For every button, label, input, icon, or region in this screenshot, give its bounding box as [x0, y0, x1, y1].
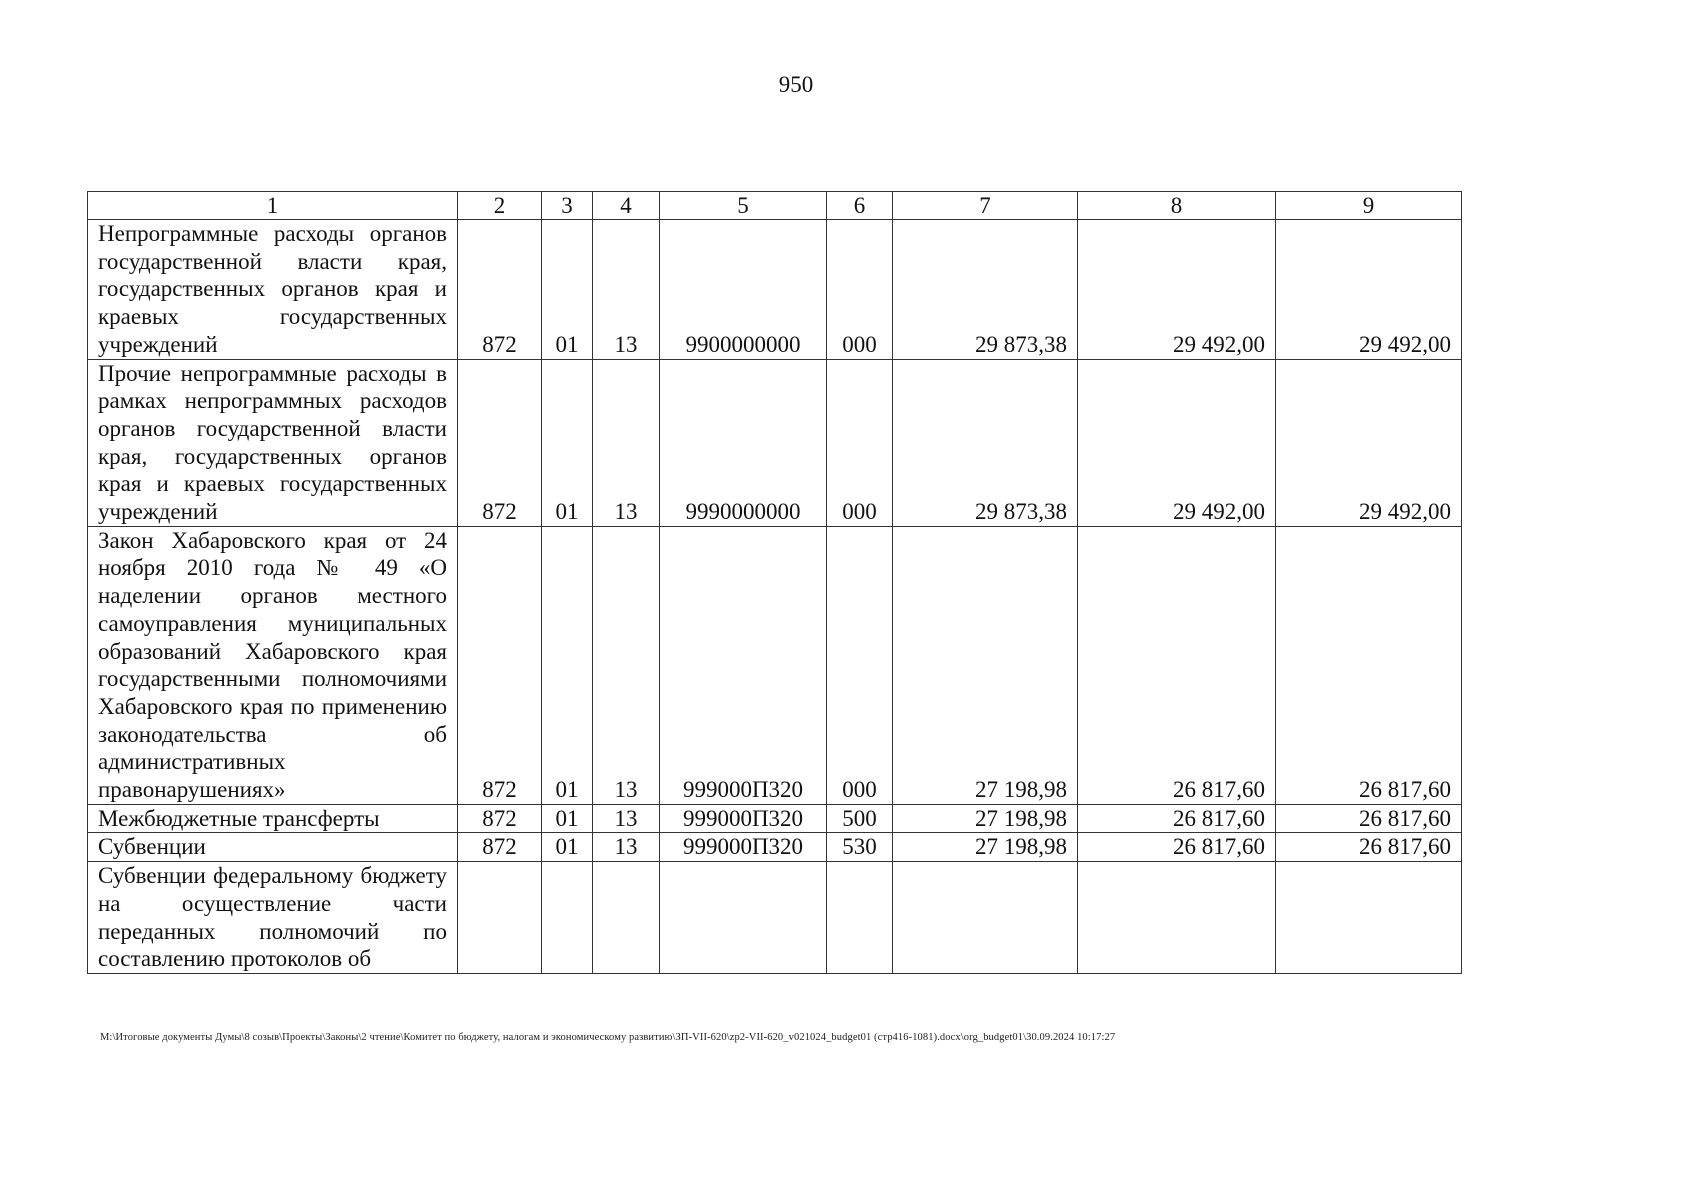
table-header-row — [88, 192, 1462, 220]
expense-type-cell: 000 — [827, 220, 893, 360]
subsection-code-cell: 13 — [593, 833, 660, 862]
column-header: 9 — [1276, 192, 1462, 220]
amount-col8-cell: 26 817,60 — [1078, 804, 1276, 833]
amount-col9-cell: 29 492,00 — [1276, 359, 1462, 526]
section-code-cell: 01 — [542, 526, 593, 804]
empty-cell — [827, 862, 893, 974]
amount-col8-cell: 29 492,00 — [1078, 220, 1276, 360]
table-row — [88, 862, 1462, 974]
page-number: 950 — [778, 72, 814, 97]
amount-col7-cell: 29 873,38 — [893, 220, 1078, 360]
empty-cell — [458, 862, 542, 974]
table-row — [88, 359, 1462, 526]
empty-cell — [542, 862, 593, 974]
column-header: 4 — [593, 192, 660, 220]
subsection-code-cell: 13 — [593, 526, 660, 804]
expense-name-cell: Прочие непрограммные расходы в рамках непрограммных расходов органов государственной власти края, государственных органов края и краевых государственных учреждений — [88, 359, 458, 526]
target-article-cell: 9990000000 — [660, 359, 827, 526]
grbs-code-cell: 872 — [458, 833, 542, 862]
amount-col9-cell: 26 817,60 — [1276, 833, 1462, 862]
amount-col9-cell: 26 817,60 — [1276, 526, 1462, 804]
grbs-code-cell: 872 — [458, 804, 542, 833]
amount-col9-cell: 26 817,60 — [1276, 804, 1462, 833]
subsection-code-cell: 13 — [593, 220, 660, 360]
column-header: 1 — [88, 192, 458, 220]
empty-cell — [893, 862, 1078, 974]
section-code-cell: 01 — [542, 804, 593, 833]
subsection-code-cell: 13 — [593, 359, 660, 526]
section-code-cell: 01 — [542, 359, 593, 526]
expense-name-cell: Закон Хабаровского края от 24 ноября 2010 года № 49 «О наделении органов местного самоуправления муниципальных образований Хабаровского края государственными полномочиями Хабаровского края по применению законодательства об административных правонарушениях» — [88, 526, 458, 804]
target-article-cell: 999000П320 — [660, 526, 827, 804]
expense-type-cell: 000 — [827, 526, 893, 804]
column-header: 5 — [660, 192, 827, 220]
column-header: 2 — [458, 192, 542, 220]
expense-name-cell: Межбюджетные трансферты — [88, 804, 458, 833]
amount-col8-cell: 29 492,00 — [1078, 359, 1276, 526]
amount-col7-cell: 27 198,98 — [893, 526, 1078, 804]
grbs-code-cell: 872 — [458, 220, 542, 360]
target-article-cell: 999000П320 — [660, 804, 827, 833]
target-article-cell: 9900000000 — [660, 220, 827, 360]
empty-cell — [1078, 862, 1276, 974]
empty-cell — [1276, 862, 1462, 974]
amount-col8-cell: 26 817,60 — [1078, 833, 1276, 862]
expense-name-cell: Субвенции — [88, 833, 458, 862]
expense-type-cell: 000 — [827, 359, 893, 526]
document-file-path: M:\Итоговые документы Думы\8 созыв\Проекты\Законы\2 чтение\Комитет по бюджету, налогам и экономическому развитию\ЗП-VII-620\zp2-VII-620_v021024_budget01 (стр416-1081).docx\org_budget01\30.09.2024 10:17:27 — [100, 1032, 1116, 1043]
table-row — [88, 220, 1462, 360]
table-row — [88, 833, 1462, 862]
table-row — [88, 804, 1462, 833]
amount-col7-cell: 27 198,98 — [893, 804, 1078, 833]
expense-type-cell: 530 — [827, 833, 893, 862]
target-article-cell: 999000П320 — [660, 833, 827, 862]
budget-table — [87, 191, 1462, 974]
grbs-code-cell: 872 — [458, 526, 542, 804]
section-code-cell: 01 — [542, 220, 593, 360]
amount-col8-cell: 26 817,60 — [1078, 526, 1276, 804]
grbs-code-cell: 872 — [458, 359, 542, 526]
empty-cell — [660, 862, 827, 974]
empty-cell — [593, 862, 660, 974]
column-header: 8 — [1078, 192, 1276, 220]
amount-col7-cell: 27 198,98 — [893, 833, 1078, 862]
expense-name-cell: Непрограммные расходы органов государственной власти края, государственных органов края и краевых государственных учреждений — [88, 220, 458, 360]
table-row — [88, 526, 1462, 804]
column-header: 6 — [827, 192, 893, 220]
amount-col7-cell: 29 873,38 — [893, 359, 1078, 526]
expense-name-cell: Субвенции федеральному бюджету на осуществление части переданных полномочий по составлению протоколов об — [88, 862, 458, 974]
column-header: 3 — [542, 192, 593, 220]
column-header: 7 — [893, 192, 1078, 220]
amount-col9-cell: 29 492,00 — [1276, 220, 1462, 360]
subsection-code-cell: 13 — [593, 804, 660, 833]
expense-type-cell: 500 — [827, 804, 893, 833]
section-code-cell: 01 — [542, 833, 593, 862]
